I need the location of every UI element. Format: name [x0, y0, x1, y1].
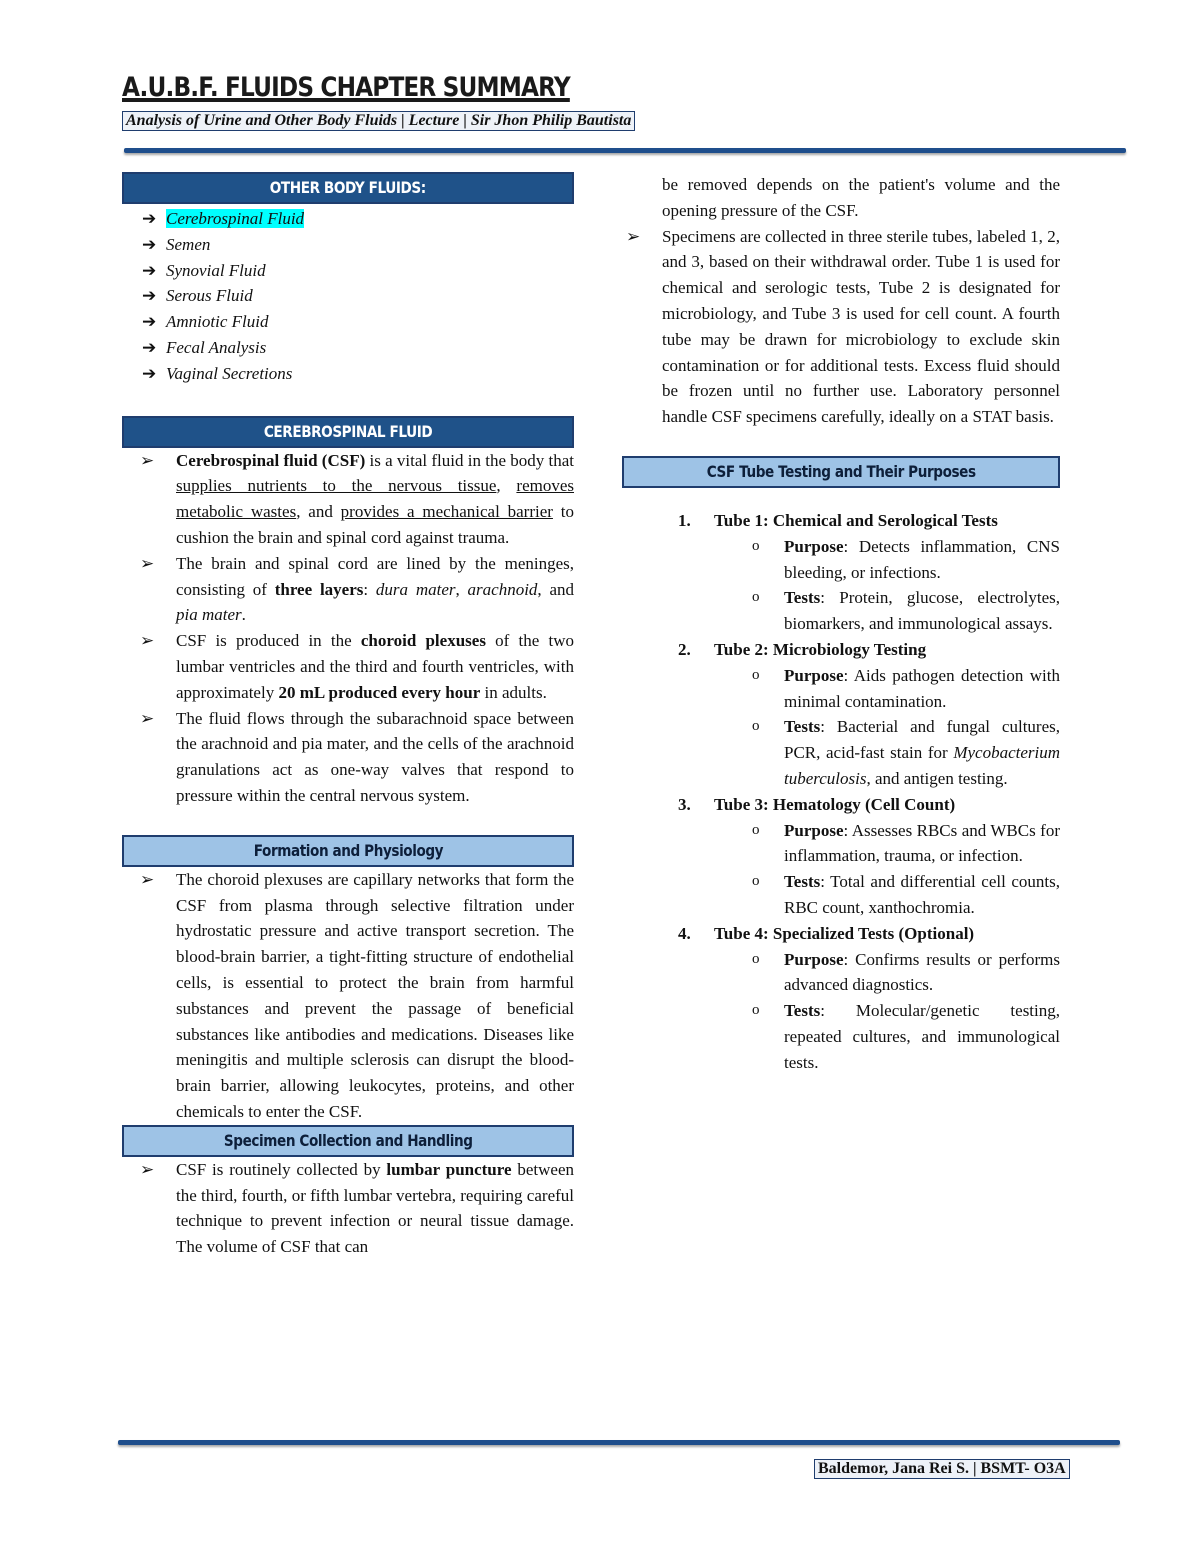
section-header-specimen: Specimen Collection and Handling [122, 1125, 574, 1157]
csf-bullet-3: ➢ CSF is produced in the choroid plexuses of the two lumbar ventricles and the third and fourth ventricles, with approximately 20 mL produced every hour in adults. [122, 628, 574, 705]
section-header-tubes: CSF Tube Testing and Their Purposes [622, 456, 1060, 488]
tubes-list [622, 508, 1060, 1076]
footer-author: Baldemor, Jana Rei S. | BSMT- O3A [814, 1459, 1070, 1479]
arrowhead-icon: ➢ [140, 631, 155, 651]
arrow-icon: ➔ [142, 286, 157, 306]
list-item: ➔ Amniotic Fluid [142, 309, 574, 335]
arrow-icon: ➔ [142, 363, 157, 383]
circle-bullet-icon: o [752, 666, 760, 683]
list-item: 4. Tube 4: Specialized Tests (Optional) o Purpose: Confirms results or performs advanced diagnostics. o Tests: Molecular/genetic testing, repeated cultures, and immunological tests. [678, 923, 1060, 1072]
right-column [622, 172, 1060, 1076]
arrow-icon: ➔ [142, 312, 157, 332]
csf-bullet-2: ➢ The brain and spinal cord are lined by the meninges, consisting of three layers: dura mater, arachnoid, and pia mater. [122, 551, 574, 628]
formation-bullet-1: ➢ The choroid plexuses are capillary networks that form the CSF from plasma through selective filtration under hydrostatic pressure and active transport secretion. The blood-brain barrier, a tight-fitting structure of endothelial cells, is essential to protect the brain from harmful substances and prevent the passage of beneficial substances like antibodies and medications. Diseases like meningitis and multiple sclerosis can disrupt the blood-brain barrier, allowing leukocytes, proteins, and other chemicals to enter the CSF. [122, 867, 574, 1125]
list-item: ➔ Serous Fluid [142, 283, 574, 309]
circle-bullet-icon: o [752, 950, 760, 967]
list-item: ➔ Semen [142, 232, 574, 258]
top-divider [124, 148, 1126, 153]
list-item: 1. Tube 1: Chemical and Serological Tests o Purpose: Detects inflammation, CNS bleeding, or infections. o Tests: Protein, glucose, electrolytes, biomarkers, and immunological assays. [678, 510, 1060, 634]
other-fluids-list [122, 206, 574, 387]
circle-bullet-icon: o [752, 537, 760, 554]
list-item: 3. Tube 3: Hematology (Cell Count) o Purpose: Assesses RBCs and WBCs for inflammation, trauma, or infection. o Tests: Total and differential cell counts, RBC count, xanthochromia. [678, 794, 1060, 917]
section-header-formation: Formation and Physiology [122, 835, 574, 867]
circle-bullet-icon: o [752, 589, 760, 606]
arrowhead-icon: ➢ [140, 450, 155, 470]
csf-bullet-1: ➢ Cerebrospinal fluid (CSF) is a vital fluid in the body that supplies nutrients to the nervous tissue, removes metabolic wastes, and provides a mechanical barrier to cushion the brain and spinal cord against trauma. [122, 448, 574, 551]
arrowhead-icon: ➢ [626, 226, 641, 246]
list-item: 2. Tube 2: Microbiology Testing o Purpose: Aids pathogen detection with minimal contamination. o Tests: Bacterial and fungal cultures, PCR, acid-fast stain for Mycobacterium tuberculosis, and antigen testing. [678, 639, 1060, 788]
circle-bullet-icon: o [752, 821, 760, 838]
list-item: ➔ Synovial Fluid [142, 258, 574, 284]
list-item: ➔ Vaginal Secretions [142, 361, 574, 387]
section-header-other-fluids: OTHER BODY FLUIDS: [122, 172, 574, 204]
arrow-icon: ➔ [142, 209, 157, 228]
circle-bullet-icon: o [752, 718, 760, 735]
bottom-divider [118, 1440, 1120, 1445]
circle-bullet-icon: o [752, 1002, 760, 1019]
list-item: ➔ Cerebrospinal Fluid [142, 206, 574, 232]
arrow-icon: ➔ [142, 260, 157, 280]
arrowhead-icon: ➢ [140, 869, 155, 889]
specimen-bullet-2: ➢ Specimens are collected in three sterile tubes, labeled 1, 2, and 3, based on their withdrawal order. Tube 1 is used for chemical and serologic tests, Tube 2 is designated for microbiology, and Tube 3 is used for cell count. A fourth tube may be drawn for microbiology to exclude skin contamination or for additional tests. Excess fluid should be frozen until no further use. Laboratory personnel handle CSF specimens carefully, ideally on a STAT basis. [622, 224, 1060, 430]
arrowhead-icon: ➢ [140, 708, 155, 728]
left-column [122, 172, 574, 1260]
specimen-bullet-1: ➢ CSF is routinely collected by lumbar puncture between the third, fourth, or fifth lumbar vertebra, requiring careful technique to prevent infection or neural tissue damage. The volume of CSF that can [122, 1157, 574, 1260]
csf-bullet-4: ➢ The fluid flows through the subarachnoid space between the arachnoid and pia mater, and the cells of the arachnoid granulations act as one-way valves that respond to pressure within the central nervous system. [122, 706, 574, 809]
arrowhead-icon: ➢ [140, 1159, 155, 1179]
document-title: A.U.B.F. FLUIDS CHAPTER SUMMARY [122, 72, 570, 103]
specimen-continuation: be removed depends on the patient's volume and the opening pressure of the CSF. [662, 175, 1060, 220]
arrow-icon: ➔ [142, 234, 157, 254]
arrow-icon: ➔ [142, 337, 157, 357]
arrowhead-icon: ➢ [140, 553, 155, 573]
list-item: ➔ Fecal Analysis [142, 335, 574, 361]
section-header-csf: CEREBROSPINAL FLUID [122, 416, 574, 448]
document-subtitle: Analysis of Urine and Other Body Fluids | Lecture | Sir Jhon Philip Bautista [122, 111, 635, 131]
circle-bullet-icon: o [752, 873, 760, 890]
